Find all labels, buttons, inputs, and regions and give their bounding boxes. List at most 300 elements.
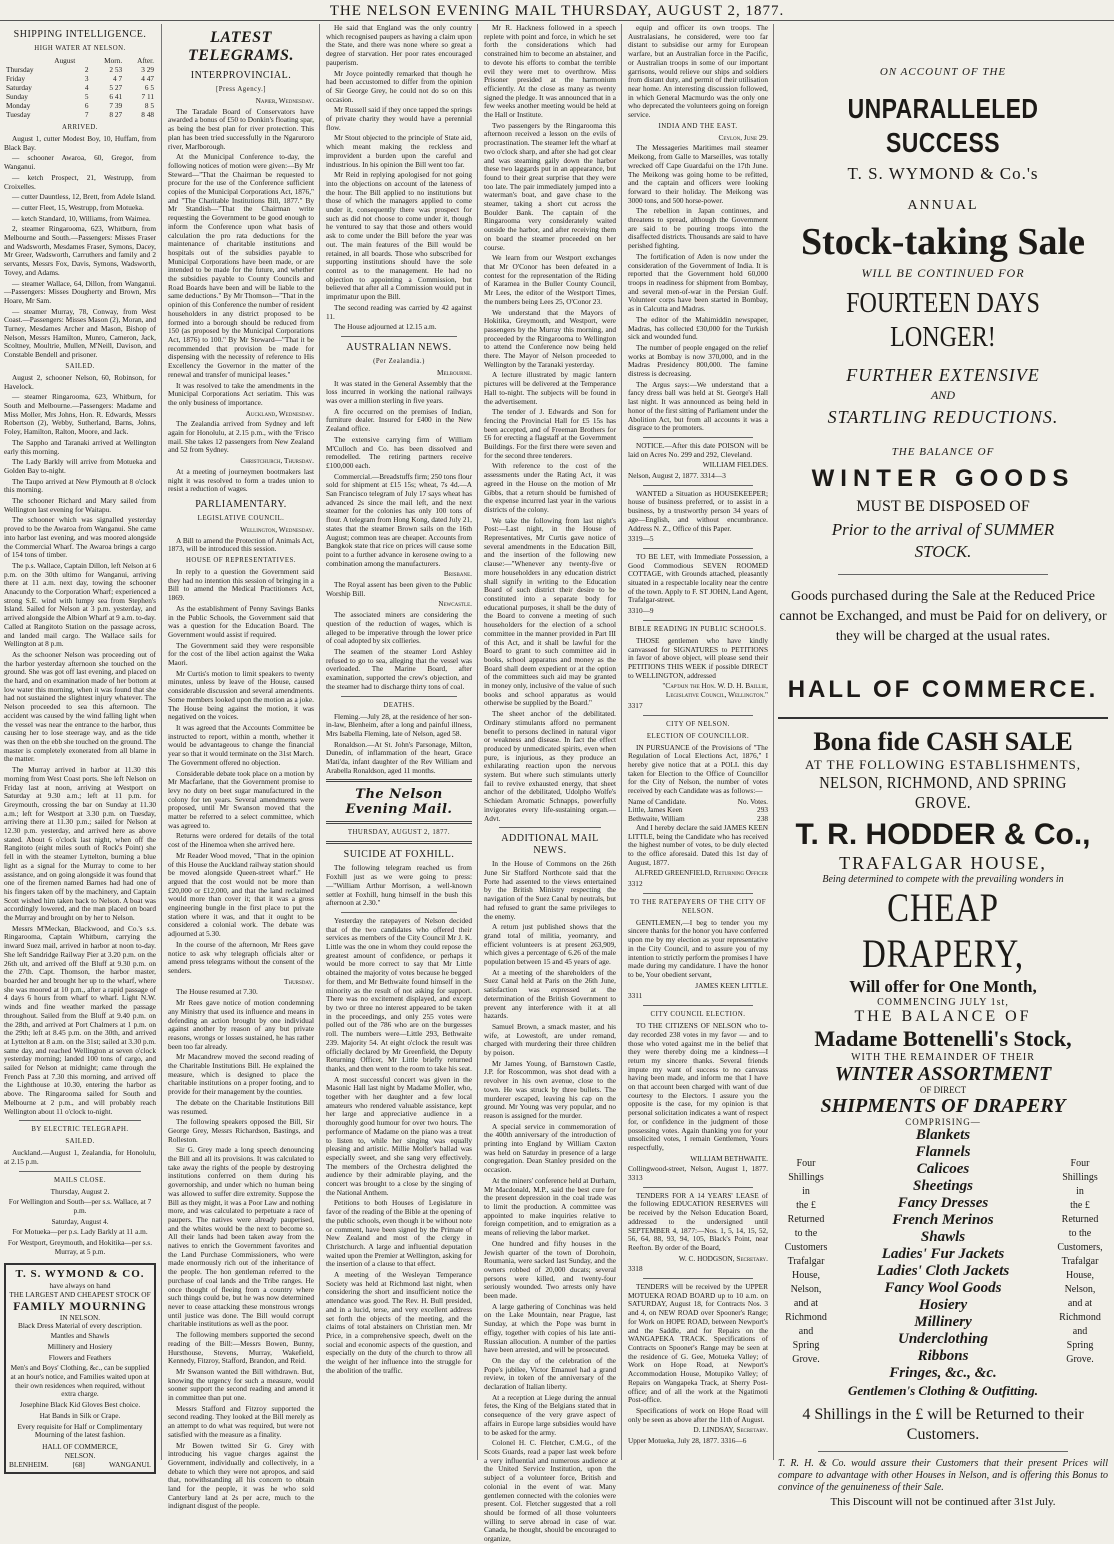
paragraph: At a meeting of the shareholders of the Suez Canal held at Paris on the 26th June, satisfaction was expressed at the determination of the British Government to prevent any interference with it at all hazards. (484, 967, 616, 1021)
ad-line-35: T. R. H. & Co. would assure their Customers that their present Prices will compare to advantage with other Houses in Nelson, and is offering this Bonus to convince of the genuineness of their Sale. (778, 1458, 1108, 1493)
ad-line-25: Will offer for One Month, (849, 977, 1037, 996)
tide-head-after: After. (137, 56, 154, 65)
paragraph: Mr Swanson wanted the Bill withdrawn. But, knowing the urgency for such a measure, would sooner support the second reading and amend it in committee than put one. (168, 1366, 314, 1403)
bonus-line: House, (1065, 1270, 1095, 1281)
ad-line-2: UNPARALLELED SUCCESS (847, 93, 1039, 158)
paragraph: At the Municipal Conference to-day, the following notices of motion were given:—By Mr Steward—"That the Chairman be requested to procure for the use of the Conference sufficient copies of the Municipal Corporations Act, 1876," and "The Charitable Institutions Bill, 1877." By Mr Standish—"That the Chairman write requesting the Government to be good enough to inform the Conference upon what basis of calculation the pro rata deductions for the maintenance of charitable institutions and hospitals out of the subsidies payable to Municipal Corporations have been made, or are intended to be made for the future, and whether the subsidies payable to County Councils and Road Boards have been and will be liable to the same deductions." By Mr Thomson—"That in the opinion of this Conference the number of resident householders in any district proposed to be formed into a borough should be reduced from 150 (as proposed by the Municipal Corporations Act, 1876) to 100." By Mr Steward—"That it be recommended that provision be made for dispensing with the necessity of reference to His Excellency the Governor in the matter of the renewal and transfer of municipal leases." (168, 152, 314, 379)
small-adverts (628, 437, 768, 616)
sailed-heading: SAILED. (65, 362, 95, 370)
ad-line-23: Being determined to compete with the prevailing wonders in (822, 874, 1064, 885)
mourning-line3: IN NELSON. (59, 1312, 101, 1322)
christchurch-paragraphs (168, 468, 314, 494)
bonus-line: Trafalgar (1061, 1256, 1099, 1267)
goods-item: Calicoes (916, 1161, 970, 1177)
dateline-napier: Napier, Wednesday. (255, 96, 314, 105)
paragraph: equip and officer its own troops. The Australasians, he considered, were too far distant to subsidise our army for European warfare, but an Australian force in the Pacific, or Australian troops in some of our important garrisons, would relieve our ships and soldiers from distant duty, and permit of their utilisation near home. An interesting discussion followed, in which General Macmurdo was the only one who deprecated the volunteers going on foreign service. (628, 23, 768, 120)
small-advert-foot: Nelson, August 2, 1877. 3314—3 (628, 471, 726, 481)
goods-item: Fancy Wool Goods (884, 1280, 1002, 1296)
council-election-heading: CITY COUNCIL ELECTION. (650, 1011, 746, 1019)
paragraph: In the course of the afternoon, Mr Rees gave notice to ask why telegraph officials alter or amend press telegrams without the consent of the senders. (168, 939, 314, 975)
tender-text: TENDERS FOR A 14 YEARS' LEASE of the following EDUCATION RESERVES will be received by the Nelson Education Board, addressed to the undersigned until SEPTEMBER 4, 1877:—Nos. 1, 5, 14, 15, 52, 56, 64, 88, 93, 94, 105, Black's Point, near Reefton. By order of the Board, (628, 1190, 768, 1252)
tide-date: 2 (84, 65, 89, 74)
arrival-entry: — ketch Prospect, 21, Westrupp, from Croixelles. (4, 172, 156, 191)
melbourne-paragraphs (326, 380, 472, 569)
tide-after: 8 48 (141, 110, 154, 119)
ratepayers-signature: JAMES KEEN LITTLE. (695, 980, 768, 990)
tide-after: 8 5 (144, 101, 154, 110)
ad-line-7: FOURTEEN DAYS LONGER! (846, 288, 1040, 353)
tender-foot: 3318 (628, 1264, 643, 1274)
dateline-thursday: Thursday. (284, 976, 314, 986)
tide-morn: 6 41 (109, 92, 123, 101)
paragraph: Yesterday the ratepayers of Nelson decided that of the two candidates who offered their services as members of the City Council Mr J. K. Little was the one in whom they could repose the greatest amount of confidence, or perhaps it would be more correct to say that Mr Little obtained the majority of votes because he begged for them, and Mr Bethwaite found himself in the minority as the result of not asking for support. There was no excitement displayed, and except by two or three no interest appeared to be taken in the proceedings, and only 255 votes were polled out of the 786 who are on the burgesses roll. The numbers were—Little 293, Bethwaite 239. Majority 54. At eight o'clock the result was officially declared by Mr Greenfield, the Deputy Returning Officer, Mr Little briefly returned thanks, and then went to the room to take his seat. (326, 915, 472, 1073)
dateline-ceylon: Ceylon, June 29. (718, 132, 768, 142)
telegrams-heading: LATEST TELEGRAMS. (188, 29, 294, 64)
paragraph: The House resumed at 7.30. (176, 987, 258, 997)
ad-line-21: T. R. HODDER & Co., (795, 818, 1091, 851)
brisbane-paragraphs (326, 581, 472, 598)
paragraph: Mr Rees gave notice of motion condemning any Ministry that used its influence and means in defending an action brought by one individual against another by reason of any but private reasons, wrongs or losses sustained, he has rather been too far already. (168, 998, 314, 1051)
mourning-item: Millinery and Hosiery (47, 1341, 113, 1351)
paragraph: Mr Joyce pointedly remarked that though he had been accustomed to differ from the opinion of Sir George Grey, he could not do so on this occasion. (326, 68, 472, 104)
arrival-entry: — ketch Standard, 10, Williams, from Waimea. (12, 213, 151, 223)
ad-line-15: STOCK. (914, 542, 972, 561)
goods-item: Fancy Dresses (897, 1195, 989, 1211)
ratepayers-text: GENTLEMEN,—I beg to tender you my sincere thanks for the honor you have conferred upon me by my election as your representative in the City Council, and to assure you of my intention to strictly perform the promises I have made during my candidature. I have the honor to be, Your obedient servant, (628, 917, 768, 979)
arrived-heading: ARRIVED. (62, 124, 98, 131)
paragraph: The sheet anchor of the debilitated. Ordinary stimulants afford no permanent benefit to persons declined in natural vigor or weakness and disease. In fact the effect produced by unmedicated spirits, even when pure, is injurious, as they produce an exhilarating reaction upon the nervous system. But where such stimulants utterly fail to revive exhausted energy, that sheet anchor of the debilitated, Udolpho Wolfe's Schiedam Aromatic Schnapps, powerfully invigorates every life-sustaining organ.—Advt. (484, 709, 616, 823)
paragraph: Mr Reid in replying apologised for not going into the objections on account of the lateness of the hour. The Bill applied to no institutions but those of which the managers applied to come under it, consequently there was prospect for such as did not choose to come under it, though he ventured to say that those and others would ask to come under the Bill before the year was out. The main features of the Bill would be retained, in all boards. Those who subscribed for supporting institutions should have the sole control as to the management. He had no objection to appointing a Commission, but believed that after all a Commission would put in imprimatur upon the Bill. (326, 170, 472, 302)
ad-line-12: WINTER GOODS (811, 465, 1075, 492)
bonus-left (778, 1157, 834, 1367)
goods-list (834, 1127, 1052, 1399)
council-election-signature: WILLIAM BETHWAITE. (690, 1153, 768, 1163)
bonus-line: and at (1067, 1298, 1093, 1309)
vote-candidate: Little, James Keen (628, 805, 683, 815)
shipping-paragraph: The p.s. Wallace, Captain Dillon, left Nelson at 6 p.m. on the 30th ultimo for Wanganui, arriving there at 11 a.m. next day, towing the schooner Anacundy to the Corporation Wharf; experienced a strong S.E. wind with lumpy sea from Stephen's Island. Sailed for Nelson at 3 p.m. yesterday, and arrived alongside the Albion Wharf at 9 a.m. to-day. Called at Rangitoto Station on the passage across, and landed mail cargo. The Wallace sails for Wellington at 8 p.m. (4, 560, 156, 649)
bonus-line: Customers (784, 1242, 828, 1253)
vote-candidate: Bethwaite, William (628, 814, 685, 824)
city-text-2: And I hereby declare the said JAMES KEEN LITTLE, being the Candidate who has received the highest number of votes, to be duly elected to the office aforesaid. Dated this 1st day of August, 1877. (628, 822, 768, 867)
paragraph: The Messageries Maritimes mail steamer Meikong, from Galle to Marseilles, was totally wrecked off Cape Guardafui on the 17th June. The Meikong was going home to be refitted, and the captain and officers were looking forward to their holiday. The Meikong was 3000 tons, and 500 horse-power. (628, 143, 768, 205)
telegraph-heading: BY ELECTRIC TELEGRAPH. (31, 1126, 129, 1134)
paragraph: At the miners' conference held at Durham, Mr Macdonald, M.P., said the best cure for the present depression in the coal trade was to limit the production. A committee was appointed to make inquiries relative to foreign competition, and to emigration as a means of relieving the labor market. (484, 1175, 616, 1238)
local-paragraphs (326, 917, 472, 1376)
goods-item: Fringes, &c., &c. (889, 1365, 997, 1381)
tide-day: Saturday (6, 83, 32, 92)
ad-line-36: This Discount will not be continued after 31st July. (830, 1496, 1056, 1508)
parliamentary-heading: PARLIAMENTARY. (195, 498, 287, 510)
tide-date: 6 (84, 101, 89, 110)
arrival-entry: — schooner Awaroa, 60, Gregor, from Wanganui. (4, 153, 156, 172)
house-paragraphs (168, 568, 314, 976)
mail-entry: Saturday, August 4. (51, 1216, 109, 1226)
goods-item: Millinery (914, 1314, 972, 1330)
city-signature: ALFRED GREENFIELD, Returning Officer (634, 868, 768, 878)
paragraph: The following telegram reached us from Foxhill just as we were going to press:—"William Arthur Morrison, a well-known settler at Foxhill, hung himself in the bush this afternoon at 2.30." (326, 863, 472, 908)
tide-row (4, 83, 156, 92)
goods-item: Flannels (915, 1144, 971, 1160)
ad-line-10: STARTLING REDUCTIONS. (827, 407, 1059, 427)
goods-item: Hosiery (918, 1297, 968, 1313)
ad-line-4: ANNUAL (907, 198, 979, 213)
australian-heading: AUSTRALIAN NEWS. (346, 341, 452, 353)
bonus-line: Four (1070, 1158, 1090, 1169)
tide-after: 7 11 (141, 92, 154, 101)
paragraph: Messrs Stafford and Fitzroy supported the second reading. They looked at the Bill merely as an attempt to do what was required, but were not satisfied with the measure as a finality. (168, 1403, 314, 1439)
goods-item: Underclothing (897, 1331, 988, 1347)
bonus-line: to the (1068, 1228, 1092, 1239)
mail-entry: Thursday, August 2. (50, 1186, 110, 1196)
paragraph: The editor of the Mahimiddin newspaper, Madras, has collected £30,000 for the Turkish sick and wounded fund. (628, 314, 768, 342)
tide-day: Sunday (6, 92, 28, 101)
bonus-line: in (802, 1186, 810, 1197)
deaths-paragraphs (326, 713, 472, 776)
goods-item: Ribbons (917, 1348, 969, 1364)
road-text: TENDERS will be received by the UPPER MOTUEKA ROAD BOARD up to 10 a.m. on SATURDAY, August 18, for Contracts Nos. 3 and 4, on NEW ROAD over Spooner's Range; for Work on HOPE ROAD, between Newport's and the Saddle, and for Repairs on the WANGAPEKA TRACK. Specifications of Contracts on Spooner's Range may be seen at the residence of G. Gee, Motueka Valley; of Work on Hope Road, at Newport's Accommodation House, Motupiko Valley; of Repairs on Wangapeka Track, at Sherry Post-office; and of all the work at the Ngatimoti Post-office. (628, 1282, 768, 1405)
ad-line-14: Prior to the arrival of SUMMER (831, 520, 1055, 539)
dateline-brisbane: Brisbane. (443, 569, 472, 579)
auckland-paragraphs (168, 420, 314, 455)
ad-line-11: THE BALANCE OF (891, 446, 995, 458)
goods-item: Shawls (920, 1229, 966, 1245)
bonus-line: Four (796, 1158, 816, 1169)
mourning-item: Mantles and Shawls (50, 1331, 110, 1341)
paragraph: Mr R. Hackness followed in a speech replete with point and force, in which he set forth the considerations which had constrained him to become an abstainer, and to devote his efforts to combat the terrible evil they were met to overthrow. Miss Prisoner presided at the harmonium efficiently. At the close as many as twenty signed the pledge. It was announced that in a few weeks another meeting would be held at the Hall or Institute. (484, 23, 616, 120)
paragraph: Mr Curtis's motion to limit speakers to twenty minutes, unless by leave of the House, caused considerable discussion and several amendments. Some members looked upon the motion as a joke. The House being against the motion, it was negatived on the voices. (168, 668, 314, 722)
debate-paragraphs (326, 24, 472, 332)
ad-line-30: WINTER ASSORTMENT (834, 1063, 1052, 1085)
mourning-item: Every requisite for Half or Complimentary Mourning of the latest fashion. (17, 1421, 143, 1440)
vote-count: 238 (757, 814, 768, 824)
tide-after: 6 5 (144, 83, 154, 92)
paragraph: A large gathering of Conchinas was held on the Lake Mountain, near Prague, last Sunday, at which the Pope was burnt in effigy, together with copies of his late anti-Russian allocution. A number of the parties have been arrested, and will be prosecuted. (484, 1301, 616, 1355)
paragraph: The number of people engaged on the relief works at Bombay is now 370,000, and in the Madras Presidency 800,000. The famine distress is decreasing. (628, 342, 768, 379)
paragraph: In the House of Commons on the 26th June Sir Stafford Northcote said that the Porte had assented to the views entertained by the British Ministry respecting the navigation of the Suez Canal by neutrals, but had refused to grant the same privileges to the enemy. (484, 859, 616, 921)
india-heading: INDIA AND THE EAST. (658, 122, 738, 130)
australian-sub: (Per Zealandia.) (373, 357, 425, 365)
dateline-wellington: Wellington, Wednesday. (240, 524, 314, 534)
paragraph: Fleming.—July 28, at the residence of her son-in-law, Blenheim, after a long and painful illness, Mrs Isabella Fleming, late of Nelson, aged 58. (326, 711, 472, 738)
votes-head-count: No. Votes. (737, 796, 768, 806)
deaths-heading: DEATHS. (383, 701, 415, 709)
local-paragraphs-2 (484, 24, 616, 823)
goods-item: Ladies' Fur Jackets (881, 1246, 1005, 1262)
dateline-newcastle: Newcastle. (438, 599, 472, 609)
arrived-list (4, 135, 156, 360)
paragraph: The seamen of the steamer Lord Ashley refused to go to sea, alleging that the vessel was overloaded. The Marine Board, after examination, supported the crew's objection, and the steamer had to discharge thirty tons of coal. (326, 647, 472, 691)
newcastle-paragraphs (326, 611, 472, 691)
small-advert-foot: 3310—9 (628, 606, 654, 616)
tide-morn: 7 39 (109, 101, 123, 110)
edition-title: The Nelson Evening Mail. (345, 787, 453, 818)
paragraph: We learn from our Westport exchanges that Mr O'Conor has been defeated in a contest for the representation of the Riding of Karamea in the Buller County Council, Mr Lees, the editor of the Westport Times, the numbers being Lees 25, O'Conor 23. (484, 253, 616, 306)
shipping-paragraph: The Lady Barkly will arrive from Motueka and Golden Bay to-night. (4, 457, 156, 475)
column-shipping (4, 24, 162, 1469)
paragraph: Sir G. Grey made a long speech denouncing the Bill and all its provisions. It was calculated to take away the rights of the people by destroying institutions conferred on them during his governorship, and under which no human being was allowed to suffer dire extremity. Suppose the Bill as they might, it was a Poor Law and nothing more, and was calculated to perpetuate a race of paupers. The natives were already pauperised, and the whites would be the next to become so. All their lands had been taken away from the natives to enrich the Government favorites and the Land Purchase Commissioners, who were made enormously rich out of the inheritance of the people. The hon gentleman referred to the purchase of coal lands and the Tribe ranges. He once thought of fleeing from a country where such things could be, but he was now determined never to cease attacking these monstrous wrongs until justice was done. The Bill would corrupt charitable institutions as well as the poor. (168, 1145, 314, 1329)
mail-entry: For Westport, Greymouth, and Hokitika—per s.s. Murray, at 5 p.m. (7, 1238, 153, 1256)
tide-date: 5 (84, 92, 89, 101)
paragraph: He said that England was the only country which recognised paupers as having a claim upon the State, and there was none where so great a degree of starvation. Her poor rates encouraged pauperism. (326, 23, 472, 67)
paragraph: Ronaldson.—At St. John's Parsonage, Milton, Dunedin, of inflammation of the heart, Grace Mati'da, infant daughter of the Rev William and Arabella Ronaldson, aged 11 months. (326, 739, 472, 775)
paragraph: The Government said they were responsible for the cost of the libel action against the Waka Maori. (168, 640, 314, 668)
city-foot: 3312 (628, 879, 643, 889)
council-election-foot: Collingwood-street, Nelson, August 1, 1877. 3313 (628, 1164, 768, 1183)
tide-date: 4 (84, 83, 89, 92)
arrival-entry: — steamer Wallace, 64, Dillon, from Wanganui.—Passengers: Misses Dougherty and Brown, Mrs Hoare, Mr Sam. (4, 278, 156, 305)
paragraph: The tender of J. Edwards and Son for fencing the Provincial Hall for £5 15s has been accepted, and of Freeman Brothers for £6 for erecting a flagstaff at the Government Buildings. For the first there were seven and for the second three tenderers. (484, 407, 616, 460)
paragraph: On the day of the celebration of the Pope's jubilee, Victor Emanuel had a grand review, in token of the anniversary of the declaration of Italian liberty. (484, 1355, 616, 1392)
council-heading: LEGISLATIVE COUNCIL. (197, 514, 285, 522)
tide-month: August (54, 56, 76, 65)
arrival-entry: August 1, cutter Modest Boy, 10, Huffam, from Black Bay. (4, 134, 156, 152)
mourning-advert (4, 1263, 156, 1474)
paragraph: A meeting of the Wesleyan Temperance Society was held at Richmond last night, when considering the short and insufficient notice the attendance was good. The Rev. H. Bull presided, and in a lucid, terse, and very excellent address set forth the objects of the meeting, and the claims of total abstainers on Christian men. Mr Price, in a comprehensive speech, dwelt on the social and economic aspects of the question, and especially on the duty of the church to throw all the weight of her influence into the struggle for the abolition of the traffic. (326, 1270, 472, 1375)
bible-signature: "Captain the Hon. W. D. H. Baillie, Legislative Council, Wellington." (662, 681, 768, 700)
bible-text: THOSE gentlemen who have kindly canvassed for SIGNATURES to PETITIONS in favor of above object, will please send their PETITIONS THIS WEEK if possible DIRECT to WELLINGTON, addressed (628, 635, 768, 680)
tide-day: Monday (6, 101, 31, 110)
interprovincial-heading: INTERPROVINCIAL. (190, 70, 292, 81)
bonus-line: Spring Grove. (792, 1340, 820, 1365)
bonus-line: Customers, (1057, 1242, 1103, 1253)
tide-row (4, 92, 156, 101)
small-advert-text: NOTICE.—After this date POISON will be laid on Acres No. 299 and 292, Cleveland. (628, 440, 768, 459)
road-signature: D. LINDSAY, Secretary. (693, 1425, 768, 1435)
paragraph: Mr Russell said if they once tapped the springs of private charity they would have a perennial flow. (326, 105, 472, 132)
mourning-item: Black Dress Material of every description. (17, 1320, 142, 1330)
shipping-paragraph: The Sappho and Taranaki arrived at Wellington early this morning. (4, 437, 156, 456)
suicide-heading: SUICIDE AT FOXHILL. (343, 849, 455, 861)
mourning-item: Flowers and Feathers (48, 1352, 112, 1362)
additional-heading: ADDITIONAL MAIL NEWS. (501, 833, 599, 857)
bonus-right (1052, 1157, 1108, 1367)
tide-row (4, 110, 156, 119)
paragraph: The Taradale Board of Conservators have awarded a bonus of £50 to Donkin's floating spar, as being the best plan for river protection. This plan has been tried successfully in the Ngaruroro river, Marlborough. (168, 106, 314, 151)
bonus-line: Trafalgar (787, 1256, 825, 1267)
ad-line-19: AT THE FOLLOWING ESTABLISHMENTS, (804, 757, 1082, 772)
shipping-paragraphs (4, 439, 156, 1116)
shipping-heading: SHIPPING INTELLIGENCE. (13, 29, 147, 40)
tide-morn: 5 27 (109, 83, 123, 92)
goods-item: Gentlemen's Clothing & Outfitting. (848, 1383, 1038, 1398)
mourning-firm: T. S. WYMOND & CO. (15, 1267, 145, 1280)
ad-line-3: T. S. WYMOND & Co.'s (847, 164, 1039, 183)
small-advert-sig: WILLIAM FIELDES. (702, 460, 768, 470)
paragraph: At a reception at Liege during the annual fetes, the King of the Belgians stated that in consequence of the very grave aspect of affairs in Europe large subsidies would have to be asked for the army. (484, 1392, 616, 1437)
paragraph: The Argus says:—We understand that a fancy dress ball was held at St. George's Hall last night. It was announced as being held in honor of the first sitting of Parliament under the Abolition Act, but from all accounts it was a disgrace to the promoters. (628, 379, 768, 433)
tide-morn: 8 27 (109, 110, 123, 119)
paragraph: The following speakers opposed the Bill, Sir George Grey, Messrs Richardson, Bastings, and Rolleston. (168, 1117, 314, 1144)
bonus-line: Spring Grove. (1066, 1340, 1094, 1365)
ad-line-29: WITH THE REMAINDER OF THEIR (851, 1052, 1035, 1063)
ad-line-27: THE BALANCE OF (854, 1008, 1032, 1025)
tide-heading: HIGH WATER AT NELSON. (34, 45, 126, 52)
city-text: IN PURSUANCE of the Provisions of "The Regulation of Local Elections Act, 1876," I hereby give notice that at a POLL this day taken for Election to the Office of Councillor for the City of Nelson, the number of votes received by each Candidate was as follows:— (628, 742, 768, 796)
ad-line-26: COMMENCING JULY 1st, (877, 997, 1009, 1008)
bonus-line: Richmond (785, 1312, 827, 1323)
paragraph: One hundred and fifty houses in the Jewish quarter of the town of Dorohoin, Roumania, were sacked last Sunday, and the owners robbed of 20,000 ducats; several persons were killed, and twenty-four seriously wounded. Two arrests only have been made. (484, 1238, 616, 1301)
tide-day: Tuesday (6, 110, 31, 119)
mourning-item: Men's and Boys' Clothing, &c., can be supplied at an hour's notice, and Families waited upon at their own residences when required, without extra charge. (10, 1363, 150, 1399)
paragraph: We take the following from last night's Post:—Last night, in the House of Representatives, Mr Curtis gave notice of several amendments in the Education Bill, and the insertion of the following new clause:—"Whenever any twenty-five or more householders in any education district shall signify in writing to the Education Board of such district their desire to be constituted into a separate body for educational purposes, it shall be the duty of the Board to convene a meeting of such householders for the election of a school committee in the manner provided in Part III of this Act, and it shall be lawful for the Board to grant to such committee aid in books, school apparatus and money as the Board shall deem expedient or at the option of the committees such aid may be granted in money only, inclusive of the value of such books and school apparatus as would otherwise be supplied by the Board." (484, 515, 616, 708)
mourning-house: HALL OF COMMERCE, (42, 1442, 118, 1451)
dateline-christchurch: Christchurch, Thursday. (240, 456, 314, 466)
shipping-paragraph: The schooner which was signalled yesterday proved to be the Awaroa from Wanganui. She came into harbor last evening, and was moored alongside the Commercial Wharf. The Awaroa brings a cargo of 154 tons of timber. (4, 515, 156, 560)
paragraph: Mr Reader Wood moved, "That in the opinion of this House the Auckland railway station should be moved alongside Queen-street wharf." He argued that the cost would not be more than £20,000 or £12,000, and that the land reclaimed would more than cover it; that it was a gross engineering bungle in the first place to put the station where it was, and that it ought to be considered a colonial work. The debate was adjourned at 5.30. (168, 850, 314, 939)
mourning-town: NELSON. (64, 1451, 96, 1460)
ad-line-33: COMPRISING— (905, 1117, 981, 1127)
suicide-paragraphs (326, 864, 472, 908)
goods-item: Sheetings (912, 1178, 973, 1194)
telegraph-para: Auckland.—August 1, Zealandia, for Honolulu, at 2.15 p.m. (4, 1148, 156, 1166)
shipping-paragraph: The Murray arrived in harbor at 11.30 this morning from West Coast ports. She left Nelson on Friday last at noon, arriving at Westport on Saturday at 9.30 a.m.; left at 11 p.m. for Greymouth, crossing the bar on Sunday at 11.30 a.m.; left for Westport at 3.30 p.m. on Tuesday, arriving there at 11.30 p.m.; sailed for Nelson at 12.30 p.m. yesterday, and arrived here as above stated. About 6 o'clock last night, when off the Rangitoto (eight miles south of Rock's Point) she fell in with the steamer Lyttelton, burning a blue light as a signal for the Murray to come to her assistance, and on going alongside it was found that one of the firemen named Barnes had had one of his fingers taken off by the machinery, and Captain Scott wished him taken back to Nelson. A boat was accordingly lowered, and the man placed on board the Murray and brought on by her to Nelson. (4, 765, 156, 923)
goods-section (778, 1127, 1108, 1399)
ad-line-32: SHIPMENTS OF DRAPERY (820, 1095, 1066, 1117)
arrival-entry: 2, steamer Ringarooma, 623, Whitburn, from Melbourne and South.—Passengers: Misses Fraser and Wadsworth, Mesdames Fraser, Symons, Dacey, Mr Greer, Wadsworth, Carruthers and family and 2 servants, Messrs Fox, Davis, Symons, Wadsworth, Tovey, and Adams. (4, 224, 156, 277)
paragraph: Mr Bowen twitted Sir G. Grey with introducing his vague charges against the Government, individually and collectively, in a debate to which they were not apropos, and said that, notwithstanding all his concern to obtain land for the people, it was he who sold Canterbury land at 2s per acre, much to the indignant disgust of the people. (168, 1440, 314, 1511)
tide-date: 3 (84, 74, 89, 83)
ad-line-20: NELSON, RICHMOND, AND SPRING GROVE. (819, 773, 1067, 812)
bonus-line: Shillings (788, 1172, 824, 1183)
tide-row (4, 65, 156, 74)
additional-paragraphs (484, 860, 616, 1543)
tide-morn: 2 53 (109, 65, 123, 74)
paragraph: Returns were ordered for details of the total cost of the Hinemoa when she arrived here. (168, 831, 314, 850)
mourning-foot-right: WANGANUI. (109, 1460, 151, 1469)
bonus-line: Nelson, (1064, 1284, 1096, 1295)
tide-after: 4 47 (141, 74, 154, 83)
tide-day: Friday (6, 74, 26, 83)
ad-line-34: 4 Shillings in the £ will be Returned to their Customers. (802, 1406, 1084, 1443)
column-news (326, 24, 478, 1460)
city-sub: ELECTION OF COUNCILLOR. (646, 732, 750, 740)
ad-line-17: HALL OF COMMERCE. (787, 676, 1099, 703)
paragraph: Colonel H. C. Fletcher, C.M.G., of the Scots Guards, read a paper last week before a very influential and numerous audience at the United Service Institution, upon the subject of a volunteer force, British and colonial in the event of war. Many gentlemen connected with the colonies were present. Col. Fletcher suggested that a roll should be formed of all those volunteers willing to serve abroad in case of war. Canada, he thought, should be encouraged to organize, (484, 1438, 616, 1544)
small-advert-foot: 3319—5 (628, 534, 654, 544)
paragraph: With reference to the cost of the assessments under the Rating Act, it was agreed in the House on the motion of Mr Gibbs, that a return should be furnished of the expense incurred last year in the various districts of the colony. (484, 461, 616, 514)
votes-head-name: Name of Candidate. (628, 796, 687, 806)
ad-line-1: ON ACCOUNT OF THE (879, 66, 1007, 78)
shipping-paragraph: As the schooner Nelson was proceeding out of the harbor yesterday afternoon she touched on the ground. She was got off last evening, and placed on the hard, and on examination made of her bottom at low water this morning, when it was found that she had not sustained the slightest injury whatever. The Nelson proceeded to sea this afternoon. The accident was caused by the wind falling light when the vessel was near the entrance to the harbor, thus causing her to lose steerage way, and as the tide was then on the ebb she touched on the ground. The master is completely exonerated from all blame in the matter. (4, 649, 156, 764)
dateline-auckland: Auckland, Wednesday. (245, 408, 314, 418)
telegraph-sailed: SAILED. (65, 1138, 95, 1146)
paragraph: Commercial.—Breadstuffs firm; 250 tons flour sold for shipment at £15 15s; wheat, 7s 4d.—A San Francisco telegram of July 17 says wheat has advanced 2s since the mail left, and the next steamer for the colonies has only 100 tons of flour. A telegram from Hong Kong, dated July 21, states that the steamer Brown sails on the 16th August; common teas are cheaper. Accounts from Bangkok state that rice on prices will cause some point to a further advance in kerosene owing to a combination among the manufacturers. (326, 471, 472, 568)
ad-line-6: WILL BE CONTINUED FOR (861, 266, 1025, 280)
bonus-line: House, (791, 1270, 821, 1281)
mourning-line1: have always on hand (49, 1280, 111, 1290)
tide-row (4, 101, 156, 110)
column-local (484, 23, 622, 1544)
column-notices (628, 24, 774, 1460)
mourning-item: Hat Bands in Silk or Crape. (39, 1410, 121, 1420)
goods-item: Blankets (915, 1127, 971, 1143)
paragraph: The House adjourned at 12.15 a.m. (334, 322, 437, 332)
tide-after: 3 29 (141, 65, 154, 74)
ratepayers-foot: 3311 (628, 991, 643, 1001)
mail-entry: For Wellington and South—per s.s. Wallace, at 7 p.m. (8, 1197, 152, 1216)
bonus-line: and (1072, 1326, 1088, 1337)
thursday-paragraphs (168, 988, 314, 1511)
shipping-paragraph: The schooner Richard and Mary sailed from Wellington last evening for Waitapu. (4, 496, 156, 514)
volunteer-paragraphs (628, 24, 768, 120)
column-telegrams (168, 24, 320, 1511)
paragraph: Petitions to both Houses of Legislature in favor of the reading of the Bible at the opening of the public schools, even though it be without note or comment, have been signed by the Primate of New Zealand and most of the clergy in Christchurch. A large and influential deputation waited upon the Premier at Wellington, asking for the insertion of a clause to that effect. (326, 1198, 472, 1269)
tide-day: Thursday (6, 65, 34, 74)
paragraph: A lecture illustrated by magic lantern pictures will be delivered at the Temperance Hall to-night. The subjects will be found in the advertisement. (484, 370, 616, 406)
bonus-line: to the (794, 1228, 818, 1239)
sale-advertisement (778, 30, 1108, 1508)
dateline-melbourne: Melbourne. (437, 367, 472, 377)
paragraph: As the establishment of Penny Savings Banks in the Public Schools, the Government said that was a question for the Education Board. The Government would assist if required. (168, 603, 314, 639)
ratepayers-heading: TO THE RATEPAYERS OF THE CITY OF NELSON. (629, 898, 767, 915)
paragraph: It was resolved to take the amendments in the Municipal Corporations Act seriatim. This was the only business of importance. (168, 380, 314, 407)
masthead: THE NELSON EVENING MAIL THURSDAY, AUGUST 2, 1877. (0, 0, 1114, 21)
paragraph: We understand that the Mayors of Hokitika, Greymouth, and Westport, were passengers by the Murray this morning, and proceeded by the Ringarooma to Wellington to attend the Conference now being held there. The Mayor of Nelson proceeded to Wellington by the Taranaki yesterday. (484, 307, 616, 369)
vote-count: 293 (757, 805, 768, 815)
mail-entry: For Motueka—per p.s. Lady Barkly at 11 a.m. (12, 1227, 148, 1237)
shipping-paragraph: The Taupo arrived at New Plymouth at 8 o'clock this morning. (4, 476, 156, 495)
bonus-line: and (798, 1326, 814, 1337)
bonus-line: Richmond (1059, 1312, 1101, 1323)
arrival-entry: — steamer Murray, 78, Conway, from West Coast.—Passengers: Misses Mason (2), Moran, and Turney, Mesdames Archer and Mason, Bishop of Nelson, Messrs Hamilton, Munro, Cameron, Jack, Scoltney, Moultrie, Mullen, M'Neill, Davison, and Constable Bendell and prisoner. (4, 306, 156, 360)
mourning-foot-left: BLENHEIM. (9, 1460, 49, 1469)
goods-item: Ladies' Cloth Jackets (876, 1263, 1010, 1279)
ad-line-18: Bona fide CASH SALE (813, 727, 1073, 756)
paragraph: Mr Stout objected to the principle of State aid, which meant making the reckless and improvident a burden upon the careful and industrious. In his opinion the Bill went too far. (326, 133, 472, 169)
paragraph: In reply to a question the Government said they had no intention this session of bringing in a Bill to amend the Medical Practitioners Act, 1869. (168, 567, 314, 603)
road-foot: Upper Motueka, July 28, 1877. 3316—6 (628, 1436, 747, 1446)
paragraph: Mr Macandrew moved the second reading of the Charitable Institutions Bill. He explained the measure, which is designed to place the charitable institutions on a proper footing, and to provide for their management by the counties. (168, 1052, 314, 1097)
ad-line-28: Madame Bottenelli's Stock, (814, 1026, 1072, 1051)
paragraph: The second reading was carried by 42 against 11. (326, 302, 472, 321)
napier-paragraphs (168, 108, 314, 408)
ad-line-5: Stock-taking Sale (801, 221, 1085, 263)
paragraph: The fortification of Aden is now under the consideration of the Government of India. It is reported that the Government hold 60,000 troops in readiness for shipment from Bombay, and several men-of-war in the Persian Gulf. Volunteer corps have been started in Bombay, as in Calcutta and Madras. (628, 251, 768, 314)
mourning-foot-mid: [68] (72, 1460, 85, 1469)
house-heading: HOUSE OF REPRESENTATIVES. (186, 557, 296, 565)
small-advert-text: TO BE LET, with Immediate Possession, a Good Commodious SEVEN ROOMED COTTAGE, with Grounds attached, pleasantly situated in a respectable locality near the centre of the town. Apply to F. ST JOHN, Land Agent, Trafalgar-street. (628, 551, 768, 605)
tide-date: 7 (84, 110, 89, 119)
bonus-line: Returned (1061, 1214, 1099, 1225)
bonus-line: Returned (787, 1214, 825, 1225)
bonus-line: the £ (1070, 1200, 1090, 1211)
bible-heading: BIBLE READING IN PUBLIC SCHOOLS. (629, 625, 767, 633)
paragraph: A special service in commemoration of the 400th anniversary of the introduction of printing into England by William Caxton was held on Saturday in presence of a large congregation. Dean Stanley presided on the occasion. (484, 1121, 616, 1175)
tide-head-morn: Morn. (104, 56, 123, 65)
paragraph: A Bill to amend the Protection of Animals Act, 1873, will be introduced this session. (168, 535, 314, 554)
votes-table (628, 806, 768, 823)
goods-item: French Merinos (892, 1212, 994, 1228)
paragraph: A fire occurred on the premises of Indian, furniture dealer. Insured for £400 in the New Zealand office. (326, 406, 472, 434)
paragraph: A most successful concert was given in the Masonic Hall last night by Madame Moller, who, together with her daughter and a few local amateurs who rendered valuable assistance, kept her large and appreciative audience in a thoroughly good humour for over two hours. The performance of Madame on the piano was a treat to listen to, while her singing was equally pleasing and artistic. Millie Moller's ballad was especially sweet, and she sang very effectively. The members of the Orchestra delighted the audience by their admirable playing, and the concert was brought to a close by the singing of the National Anthem. (326, 1074, 472, 1197)
ad-line-8: FURTHER EXTENSIVE (846, 365, 1040, 385)
road-text-2: Specifications of work on Hope Road will only be seen as above after the 11th of August. (628, 1405, 768, 1424)
ad-line-22: TRAFALGAR HOUSE, (839, 853, 1047, 873)
sailing-entry: — steamer Ringarooma, 623, Whitburn, for South and Melbourne.—Passengers: Madame and Miss Moller, Mrs Johns, Hon. R. Edwards, Messrs Robertson (2), Webby, Sutherland, Barns, Johns, Foley, Hamilton, Ralton, Moore, and Jack. (4, 392, 156, 437)
small-advert-text: WANTED a Situation as HOUSEKEEPER; house of business preferred, or to assist in a business, by a trustworthy person 34 years of age—English, and without encumbrance. Address N. Z., Office of this Paper. (628, 488, 768, 533)
mourning-item: Josephine Black Kid Gloves Best choice. (19, 1400, 141, 1410)
bonus-line: Nelson, (790, 1284, 822, 1295)
bonus-line: the £ (796, 1200, 816, 1211)
bonus-line: Shillings (1062, 1172, 1098, 1183)
paragraph: It was agreed that the Accounts Committee be instructed to report, within a month, whether it would be advantageous to change the financial year so that it would terminate on the 31st March. The Government offered no objection. (168, 723, 314, 767)
paragraph: At a meeting of journeymen bootmakers last night it was resolved to form a trades union to resist a reduction of wages. (168, 466, 314, 494)
paragraph: The following members supported the second reading of the Bill:—Messrs Bowen, Bunny, Hursthouse, Stevens, Murray, Wakefield, Kennedy, Fitzroy, Stafford, Brandon, and Reid. (168, 1330, 314, 1366)
arrival-entry: — cutter Fleet, 15, Westrupp, from Motueka. (12, 202, 144, 212)
bonus-line: in (1076, 1186, 1084, 1197)
city-heading: CITY OF NELSON. (666, 720, 730, 728)
sailing-entry: August 2, schooner Nelson, 60, Robinson, for Havelock. (4, 372, 156, 391)
